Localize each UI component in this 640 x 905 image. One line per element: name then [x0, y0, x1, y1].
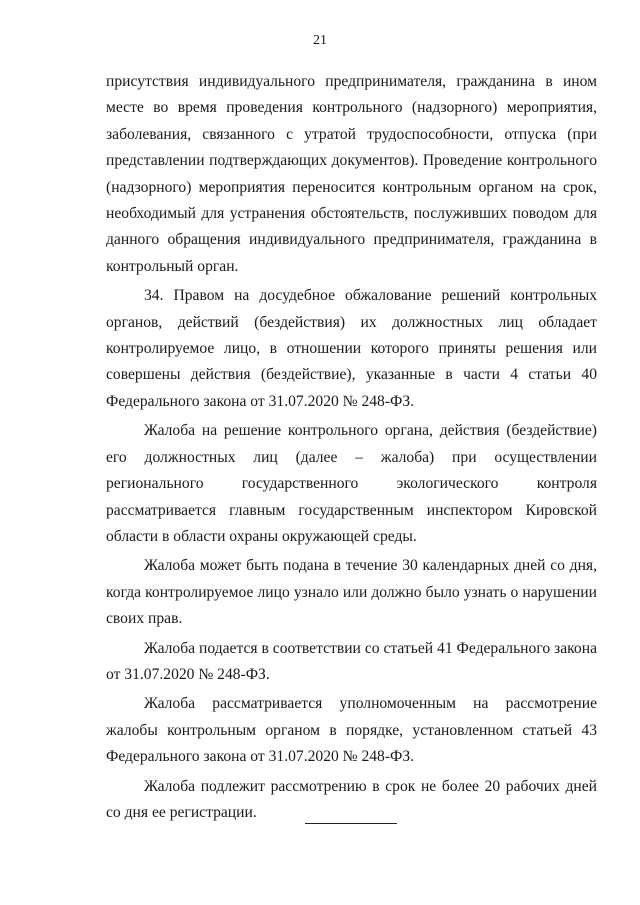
paragraph-continuation: присутствия индивидуального предпринимателя, гражданина в ином месте во время проведения контрольного (надзорного) мероприятия, заболевания, связанного с утратой трудоспособности, отпуска (при представлении подтверждающих документов). Проведение контрольного (надзорного) мероприятия переносится контрольным органом на срок, необходимый для устранения обстоятельств, послуживших поводом для данного обращения индивидуального предпринимателя, гражданина в контрольный орган.: [106, 73, 597, 275]
paragraph-complaint-deadline: Жалоба может быть подана в течение 30 календарных дней со дня, когда контролируемое лицо узнало или должно было узнать о нарушении своих прав.: [106, 557, 597, 628]
page-number: 21: [313, 33, 327, 48]
paragraph-complaint-term: Жалоба подлежит рассмотрению в срок не более 20 рабочих дней со дня ее регистрации.: [106, 777, 597, 821]
paragraph-item-34: 34. Правом на досудебное обжалование решений контрольных органов, действий (бездействия) их должностных лиц обладает контролируемое лицо, в отношении которого приняты решения или совершены действия (бездействие), указанные в части 4 статьи 40 Федерального закона от 31.07.2020 № 248-ФЗ.: [106, 287, 597, 410]
paragraph-complaint-review-body: Жалоба на решение контрольного органа, действия (бездействие) его должностных лиц (далее – жалоба) при осуществлении регионального государственного экологического контроля рассматривается главным государственным инспектором Кировской области в области охраны окружающей среды.: [106, 422, 597, 545]
end-of-document-rule: [305, 823, 397, 824]
paragraph-complaint-filing: Жалоба подается в соответствии со статьей 41 Федерального закона от 31.07.2020 № 248-ФЗ.: [106, 639, 597, 683]
paragraph-complaint-procedure: Жалоба рассматривается уполномоченным на рассмотрение жалобы контрольным органом в порядке, установленном статьей 43 Федерального закона от 31.07.2020 № 248-ФЗ.: [106, 695, 597, 766]
document-body: [106, 69, 597, 829]
